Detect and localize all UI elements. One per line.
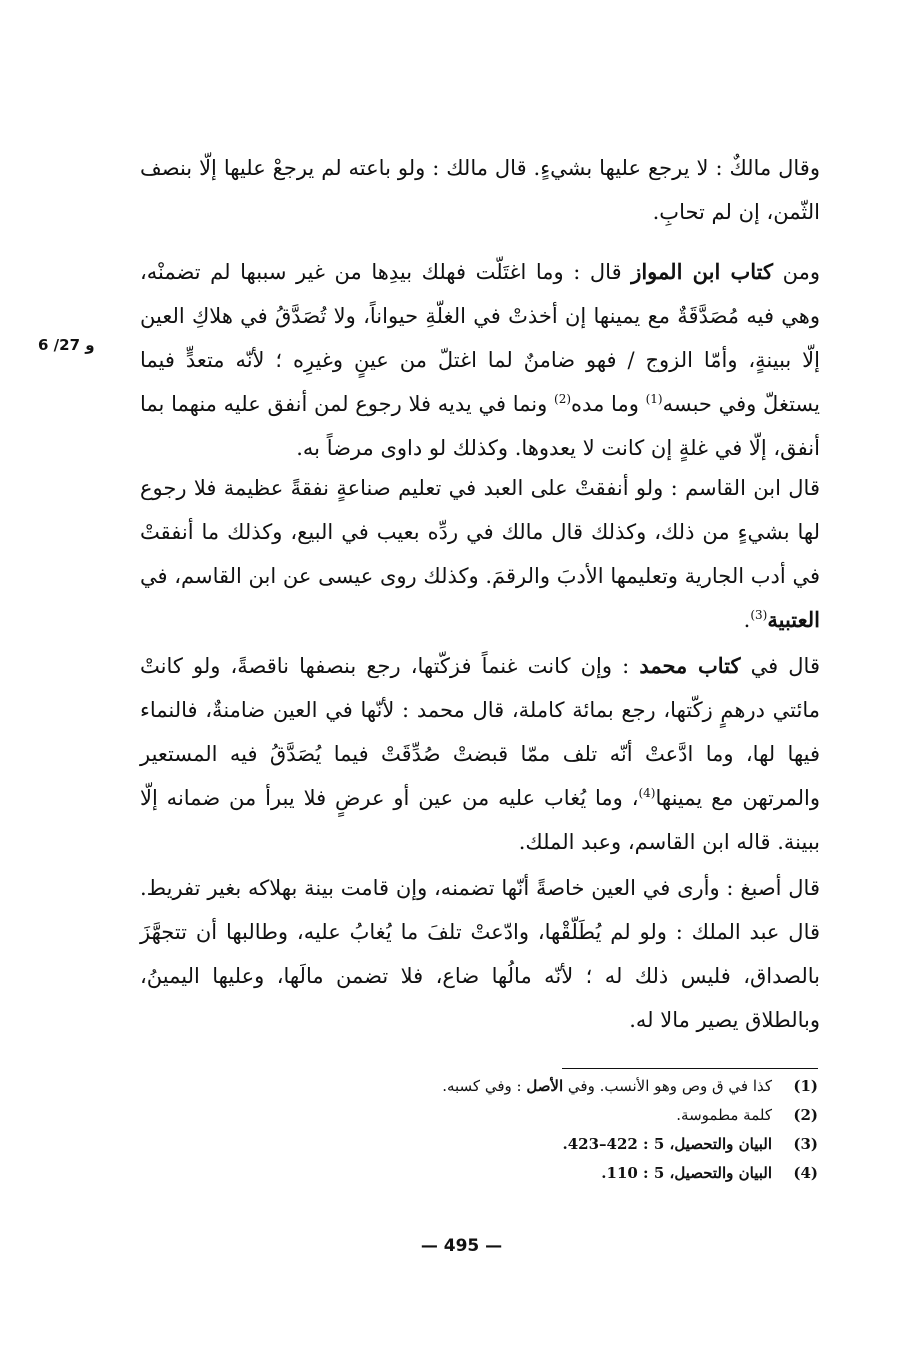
- paragraph-4: [140, 644, 820, 864]
- footnote-2: [300, 1101, 818, 1130]
- paragraph-text: .: [743, 608, 751, 632]
- paragraph-2: [140, 250, 820, 470]
- book-title: كتاب ابن المواز: [631, 259, 774, 284]
- footnote-text: كلمة مطموسة.: [676, 1106, 772, 1124]
- paragraph-1: [140, 146, 820, 234]
- paragraph-text: قال أصبغ : وأرى في العين خاصةً أنّها تضمنه، وإن قامت بينة بهلاكه بغير تفريط. قال عبد الملك : ولو لم يُطَلّقْها، وادّعتْ تلفَ ما يُغابُ عليه، وطالبها أن تتجهَّزَ بالصداق، فليس ذلك له ؛ لأنّه مالُها ضاع، فلا تضمن مالَها، وعليها اليمينُ، وبالطلاق يصير مالا له.: [140, 876, 820, 1032]
- page-number: — 495 —: [420, 1236, 503, 1256]
- book-title: كتاب محمد: [639, 653, 741, 678]
- footnote-divider: [562, 1068, 818, 1069]
- footnote-ref-2: (2): [554, 392, 572, 406]
- footnote-ref-3: (3): [750, 608, 768, 622]
- footnote-text: كذا في ق وص وهو الأنسب. وفي: [563, 1077, 772, 1095]
- footnote-1: [300, 1072, 818, 1101]
- paragraph-text: ومن: [773, 260, 820, 284]
- footnote-ref-4: (4): [638, 786, 656, 800]
- paragraph-text: ، وما يُغاب عليه من عين أو عرضٍ فلا يبرأ من ضمانه إلّا ببينة. قاله ابن القاسم، وعبد الملك.: [140, 786, 820, 854]
- paragraph-text: وقال مالكٌ : لا يرجع عليها بشيءٍ. قال مالك : ولو باعته لم يرجعْ عليها إلّا بنصف الثّمن، إن لم تحابِ.: [140, 156, 820, 224]
- footnote-source: البيان والتحصيل، 5 : 422–423.: [562, 1135, 772, 1153]
- footnote-number: (1): [793, 1077, 818, 1095]
- paragraph-text: ونما في يديه فلا رجوع لمن أنفق عليه منهما بما أنفق، إلّا في غلةٍ إن كانت لا يعدوها. وكذلك لو داوى مرضاً به.: [140, 392, 820, 460]
- paragraph-text: : وإن كانت غنماً فزكّتها، رجع بنصفها ناقصةً، ولو كانتْ مائتي درهمٍ زكّتها، رجع بمائة كاملة، قال محمد : لأنّها في العين ضامنةٌ، فالنماء فيها لها، وما ادَّعتْ أنّه تلف ممّا قبضتْ صُدِّقَتْ فيما يُصَدَّقُ فيه المستعير والمرتهن مع يمينها: [140, 654, 820, 810]
- footnote-number: (3): [793, 1135, 818, 1153]
- footnote-text: : وفي كسبه.: [442, 1077, 527, 1095]
- footnote-source: الأصل: [526, 1077, 564, 1095]
- book-title: العتبية: [767, 607, 820, 632]
- footnote-number: (2): [793, 1106, 818, 1124]
- footnotes: [300, 1072, 818, 1188]
- paragraph-text: قال : وما اغتَلّت فهلك بيدِها من غير سببها لم تضمنْه، وهي فيه مُصَدَّقَةٌ مع يمينها إن أخذتْ في الغلّةِ حيواناً، ولا تُصَدَّقُ في هلاكِ العين إلّا ببينةٍ، وأمّا الزوج / فهو ضامنٌ لما اغتلّ من عينٍ وغيرِه ؛ لأنّه متعدٍّ فيما يستغلّ وفي حبسه: [140, 260, 821, 416]
- paragraph-text: وما مده: [571, 392, 646, 416]
- footnote-4: [300, 1159, 818, 1188]
- paragraph-3: [140, 466, 820, 642]
- footnote-number: (4): [793, 1164, 818, 1182]
- paragraph-5: [140, 866, 820, 1042]
- paragraph-text: قال في: [740, 654, 820, 678]
- footnote-3: [300, 1130, 818, 1159]
- footnote-ref-1: (1): [645, 392, 663, 406]
- margin-folio-note: 6 /27 و: [38, 336, 95, 354]
- paragraph-text: قال ابن القاسم : ولو أنفقتْ على العبد في تعليم صناعةٍ نفقةً عظيمة فلا رجوع لها بشيءٍ من ذلك، وكذلك قال مالك في ردِّه بعيب في البيع، وكذلك ما أنفقتْ في أدب الجارية وتعليمها الأدبَ والرقمَ. وكذلك روى عيسى عن ابن القاسم، في: [140, 476, 820, 588]
- footnote-source: البيان والتحصيل، 5 : 110.: [601, 1164, 772, 1182]
